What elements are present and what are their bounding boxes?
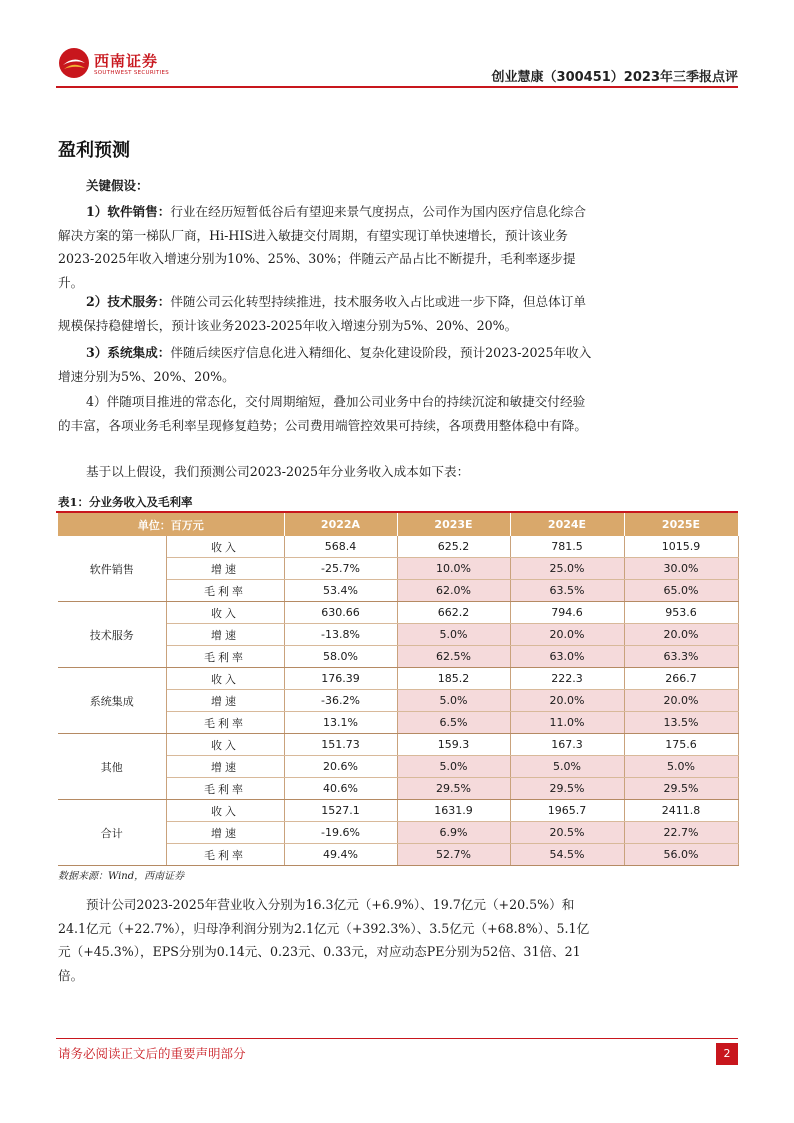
header-divider <box>56 86 738 88</box>
table-cell: 1965.7 <box>510 800 624 822</box>
assumptions-title: 关键假设： <box>86 178 149 193</box>
metric-label: 增速 <box>166 558 284 580</box>
table-cell: 22.7% <box>624 822 738 844</box>
page-number: 2 <box>716 1043 738 1065</box>
paragraph-text: 行业在经历短暂低谷后有望迎来景气度拐点，公司作为国内医疗信息化综合解决方案的第一梯队厂商，Hi-HIS进入敏捷交付周期，有望实现订单快速增长，预计该业务2023-2025年收入增速分别为10%、25%、30%；伴随云产品占比不断提升，毛利率逐步提升。 <box>58 204 586 290</box>
paragraph-text: 基于以上假设，我们预测公司2023-2025年分业务收入成本如下表： <box>86 464 470 479</box>
section-title: 盈利预测 <box>58 140 130 161</box>
table-cell: 58.0% <box>284 646 397 668</box>
metric-label: 增速 <box>166 624 284 646</box>
table-cell: 13.1% <box>284 712 397 734</box>
table-cell: -13.8% <box>284 624 397 646</box>
revenue-margin-table <box>58 513 739 866</box>
metric-label: 收入 <box>166 536 284 558</box>
table-row <box>58 668 738 690</box>
table-cell: 266.7 <box>624 668 738 690</box>
table-cell: 40.6% <box>284 778 397 800</box>
table-cell: 25.0% <box>510 558 624 580</box>
header-2023e: 2023E <box>397 513 510 536</box>
metric-label: 收入 <box>166 800 284 822</box>
footer-divider <box>56 1038 738 1039</box>
table-cell: 62.0% <box>397 580 510 602</box>
table-cell: 953.6 <box>624 602 738 624</box>
footer-disclaimer: 请务必阅读正文后的重要声明部分 <box>58 1046 246 1061</box>
table-cell: 20.0% <box>624 690 738 712</box>
table-cell: 5.0% <box>397 624 510 646</box>
metric-label: 增速 <box>166 822 284 844</box>
table-cell: 13.5% <box>624 712 738 734</box>
table-cell: 30.0% <box>624 558 738 580</box>
logo-mark-icon <box>58 47 90 79</box>
table-cell: -25.7% <box>284 558 397 580</box>
segment-name: 系统集成 <box>58 668 166 734</box>
table-header-row <box>58 513 738 536</box>
metric-label: 毛利率 <box>166 646 284 668</box>
metric-label: 毛利率 <box>166 580 284 602</box>
table-row <box>58 536 738 558</box>
report-title: 创业慧康（300451）2023年三季报点评 <box>491 70 738 85</box>
paragraph-lead: 2）技术服务： <box>86 294 171 309</box>
segment-name: 合计 <box>58 800 166 866</box>
table-cell: 65.0% <box>624 580 738 602</box>
paragraph-system-integration <box>58 341 592 388</box>
table-row <box>58 800 738 822</box>
paragraph-lead: 3）系统集成： <box>86 345 171 360</box>
table-cell: 1527.1 <box>284 800 397 822</box>
table-cell: 5.0% <box>624 756 738 778</box>
table-cell: 29.5% <box>510 778 624 800</box>
table-cell: 20.6% <box>284 756 397 778</box>
paragraph-tech-service <box>58 290 592 337</box>
table-cell: 20.5% <box>510 822 624 844</box>
company-logo <box>58 47 178 81</box>
table-cell: 175.6 <box>624 734 738 756</box>
table-cell: -36.2% <box>284 690 397 712</box>
table-cell: 29.5% <box>624 778 738 800</box>
table-cell: 6.9% <box>397 822 510 844</box>
segment-name: 软件销售 <box>58 536 166 602</box>
paragraph-text: 预计公司2023-2025年营业收入分别为16.3亿元（+6.9%）、19.7亿元（+20.5%）和24.1亿元（+22.7%），归母净利润分别为2.1亿元（+392.3%）、3.5亿元（+68.8%）、5.1亿元（+45.3%），EPS分别为0.14元、0.23元、0.33元，对应动态PE分别为52倍、31倍、21倍。 <box>58 897 590 983</box>
metric-label: 增速 <box>166 690 284 712</box>
data-source: 数据来源：Wind，西南证券 <box>58 871 185 882</box>
table-cell: 5.0% <box>397 756 510 778</box>
table-cell: 20.0% <box>510 690 624 712</box>
table-cell: 62.5% <box>397 646 510 668</box>
segment-name: 技术服务 <box>58 602 166 668</box>
table-cell: 568.4 <box>284 536 397 558</box>
table-cell: 52.7% <box>397 844 510 866</box>
table-cell: 20.0% <box>510 624 624 646</box>
header-2024e: 2024E <box>510 513 624 536</box>
table-cell: 20.0% <box>624 624 738 646</box>
table-cell: 11.0% <box>510 712 624 734</box>
table-cell: 1015.9 <box>624 536 738 558</box>
table-cell: 1631.9 <box>397 800 510 822</box>
metric-label: 毛利率 <box>166 844 284 866</box>
table-cell: 10.0% <box>397 558 510 580</box>
table-cell: 794.6 <box>510 602 624 624</box>
table-cell: 185.2 <box>397 668 510 690</box>
table-cell: 6.5% <box>397 712 510 734</box>
table-cell: 159.3 <box>397 734 510 756</box>
table-cell: 5.0% <box>510 756 624 778</box>
logo-text-en: SOUTHWEST SECURITIES <box>94 70 170 76</box>
table-cell: 625.2 <box>397 536 510 558</box>
table-cell: 56.0% <box>624 844 738 866</box>
table-row <box>58 734 738 756</box>
metric-label: 毛利率 <box>166 712 284 734</box>
header-unit: 单位：百万元 <box>58 513 284 536</box>
header-2025e: 2025E <box>624 513 738 536</box>
table-cell: 63.3% <box>624 646 738 668</box>
table-cell: 222.3 <box>510 668 624 690</box>
metric-label: 收入 <box>166 668 284 690</box>
table-row <box>58 602 738 624</box>
paragraph-lead: 1）软件销售： <box>86 204 171 219</box>
table-cell: 2411.8 <box>624 800 738 822</box>
logo-text-cn: 西南证券 <box>94 52 159 70</box>
table-cell: 176.39 <box>284 668 397 690</box>
table-cell: 662.2 <box>397 602 510 624</box>
table-cell: 63.5% <box>510 580 624 602</box>
paragraph-summary <box>58 893 592 987</box>
metric-label: 增速 <box>166 756 284 778</box>
table-cell: 53.4% <box>284 580 397 602</box>
metric-label: 收入 <box>166 602 284 624</box>
table-cell: -19.6% <box>284 822 397 844</box>
table-cell: 49.4% <box>284 844 397 866</box>
paragraph-software <box>58 200 592 294</box>
table-cell: 167.3 <box>510 734 624 756</box>
paragraph-text: 伴随公司云化转型持续推进，技术服务收入占比或进一步下降，但总体订单规模保持稳健增长，预计该业务2023-2025年收入增速分别为5%、20%、20%。 <box>58 294 586 333</box>
metric-label: 收入 <box>166 734 284 756</box>
segment-name: 其他 <box>58 734 166 800</box>
paragraph-margin-trend <box>58 390 592 437</box>
paragraph-intro-table <box>58 460 592 484</box>
table-cell: 54.5% <box>510 844 624 866</box>
paragraph-text: 伴随后续医疗信息化进入精细化、复杂化建设阶段，预计2023-2025年收入增速分别为5%、20%、20%。 <box>58 345 592 384</box>
metric-label: 毛利率 <box>166 778 284 800</box>
table-cell: 151.73 <box>284 734 397 756</box>
paragraph-text: 4）伴随项目推进的常态化，交付周期缩短，叠加公司业务中台的持续沉淀和敏捷交付经验的丰富，各项业务毛利率呈现修复趋势；公司费用端管控效果可持续，各项费用整体稳中有降。 <box>58 394 587 433</box>
table-cell: 5.0% <box>397 690 510 712</box>
table-cell: 781.5 <box>510 536 624 558</box>
table-cell: 630.66 <box>284 602 397 624</box>
header-2022a: 2022A <box>284 513 397 536</box>
table-title: 表1：分业务收入及毛利率 <box>58 495 193 509</box>
table-cell: 63.0% <box>510 646 624 668</box>
table-cell: 29.5% <box>397 778 510 800</box>
